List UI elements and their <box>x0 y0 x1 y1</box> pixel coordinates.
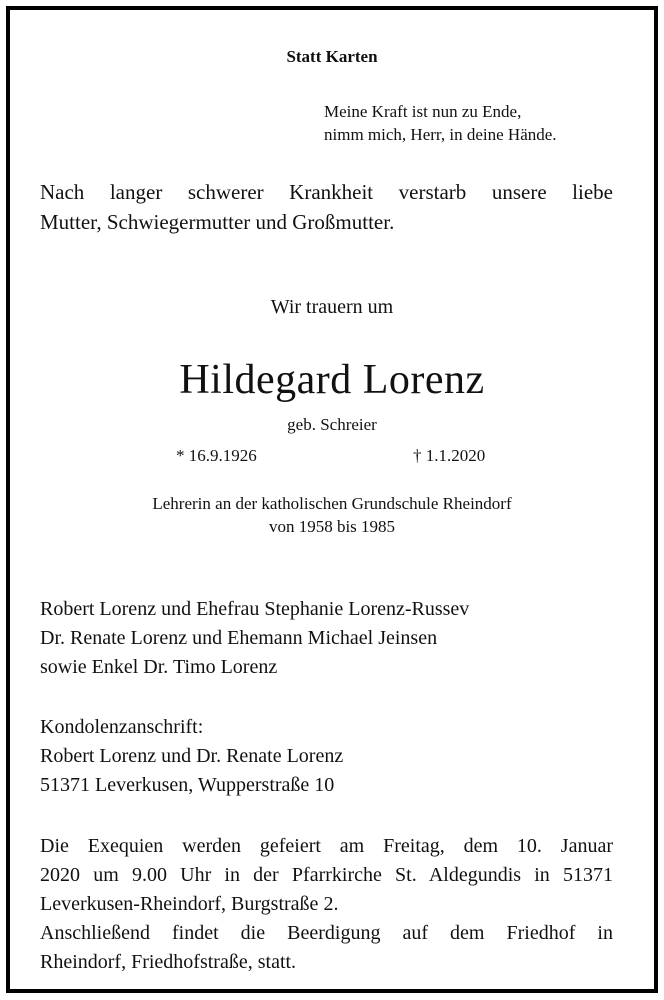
motto-line-1: Meine Kraft ist nun zu Ende, <box>324 102 522 121</box>
family-line-1: Robert Lorenz und Ehefrau Stephanie Lorenz-Russev <box>40 598 470 620</box>
condolence-name: Robert Lorenz und Dr. Renate Lorenz <box>40 745 344 767</box>
mourning-text: Wir trauern um <box>270 296 394 318</box>
birth-date: * 16.9.1926 <box>176 446 257 465</box>
condolence-address: 51371 Leverkusen, Wupperstraße 10 <box>40 774 335 796</box>
intro-line-1: Nach langer schwerer Krankheit verstarb unsere liebe <box>40 180 613 204</box>
maiden-name: geb. Schreier <box>287 415 377 434</box>
service-line-4: Anschließend findet die Beerdigung auf dem Friedhof in <box>40 922 613 944</box>
condolence-label: Kondolenzanschrift: <box>40 716 204 738</box>
service-line-2: 2020 um 9.00 Uhr in der Pfarrkirche St. Aldegundis in 51371 <box>40 864 613 886</box>
occupation-line-2: von 1958 bis 1985 <box>268 517 396 536</box>
service-line-5: Rheindorf, Friedhofstraße, statt. <box>40 951 297 973</box>
family-line-2: Dr. Renate Lorenz und Ehemann Michael Jeinsen <box>40 627 438 649</box>
obituary-notice <box>6 6 658 993</box>
service-line-3: Leverkusen-Rheindorf, Burgstraße 2. <box>40 893 339 915</box>
header-title: Statt Karten <box>286 47 378 66</box>
death-date: † 1.1.2020 <box>413 446 486 465</box>
family-line-3: sowie Enkel Dr. Timo Lorenz <box>40 656 278 678</box>
occupation-line-1: Lehrerin an der katholischen Grundschule Rheindorf <box>152 494 512 513</box>
service-line-1: Die Exequien werden gefeiert am Freitag, dem 10. Januar <box>40 835 613 857</box>
deceased-name: Hildegard Lorenz <box>179 357 485 403</box>
intro-line-2: Mutter, Schwiegermutter und Großmutter. <box>40 210 395 234</box>
motto-line-2: nimm mich, Herr, in deine Hände. <box>324 125 557 144</box>
